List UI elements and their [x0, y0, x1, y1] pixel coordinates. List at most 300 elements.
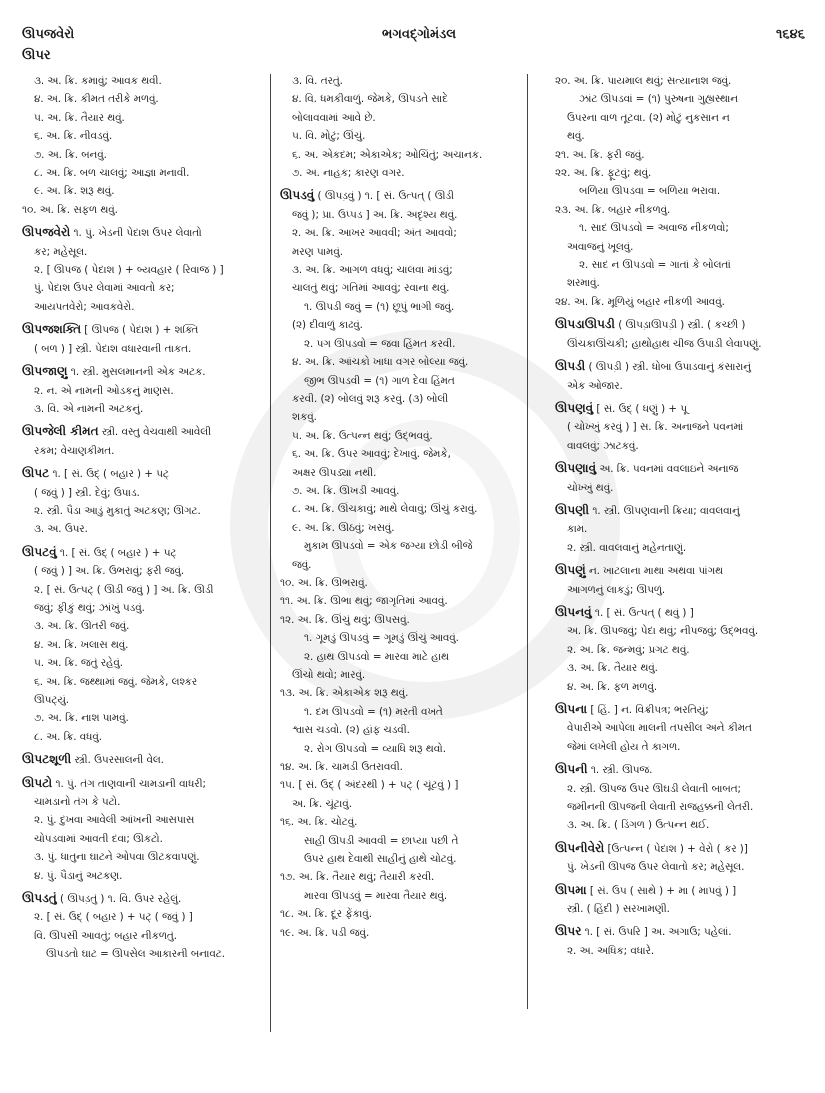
definition-text: ૧. પું. ખેડની પેદાશ ઉપર લેવાતો	[70, 227, 202, 240]
definition-line	[280, 795, 528, 813]
definition-line	[280, 629, 528, 647]
dictionary-entry	[22, 750, 270, 769]
definition-line	[280, 109, 528, 127]
definition-line	[555, 798, 807, 816]
definition-text: ચામડાનો તંગ કે પટો.	[34, 796, 121, 809]
definition-line	[555, 719, 807, 737]
definition-text: ૨. હાથ ઊપડવો = મારવા માટે હાથ	[304, 650, 449, 663]
definition-line	[280, 924, 528, 942]
definition-line	[280, 519, 528, 537]
headword: ઊપટ	[22, 466, 50, 481]
definition-text: ઉપર હાથ દેવાથી સાહીનું હાથે ચોટવું.	[304, 853, 457, 866]
definition-text: કર; મહેસૂલ.	[34, 245, 88, 258]
column-3	[555, 72, 807, 960]
definition-line	[280, 482, 528, 500]
definition-text: કરવી. (૨) બોલવું શરૂ કરવું. (૩) બોલી	[292, 392, 449, 405]
definition-text: બોલાવવામાં આવે છે.	[292, 111, 376, 124]
definition-line	[22, 201, 270, 219]
definition-text: ૪. અ. ક્રિ. ખલાસ થવું.	[34, 638, 129, 651]
definition-line	[555, 274, 807, 292]
definition-line	[22, 164, 270, 182]
definition-text: ૬. અ. એકદમ; એકાએક; ઓચિંતું; અચાનક.	[292, 148, 483, 161]
definition-text: અવાજનું ખૂલવું.	[567, 240, 634, 253]
definition-line	[555, 72, 807, 90]
definition-line	[22, 127, 270, 145]
definition-text: ૭. અ. ક્રિ. ઊખડી આવવું.	[292, 484, 400, 497]
definition-text: ૧૦. અ. ક્રિ. સફળ થવું.	[22, 203, 118, 216]
definition-line	[280, 164, 528, 182]
headword: ઊપડી	[555, 359, 586, 374]
definition-text: ૨. અ. અધિક; વધારે.	[567, 944, 655, 957]
definition-line	[22, 90, 270, 108]
definition-text: ન. ખાટલાના માથા અથવા પાંગથ	[585, 565, 723, 578]
headword: ઊપજશક્તિ	[22, 322, 82, 337]
definition-text: ઊપટ્યું.	[34, 694, 70, 706]
definition-line	[22, 945, 270, 963]
definition-line	[555, 238, 807, 256]
definition-line	[22, 340, 270, 358]
dictionary-entry	[555, 315, 807, 334]
definition-line	[555, 335, 807, 353]
definition-line	[280, 243, 528, 261]
definition-text: ( જવું ) ] અ. ક્રિ. ઉભરાવું; ફરી જવું.	[34, 565, 185, 578]
definition-text: ૩. અ. ઉપર.	[34, 523, 88, 536]
definition-text: ૨૧. અ. ક્રિ. ફરી જવું.	[555, 148, 645, 161]
definition-text: જવું ); પ્રા. ઉપ્પડ ] અ. ક્રિ. અદૃશ્ય થવું.	[292, 208, 458, 221]
definition-text: ૬. અ. ક્રિ. ઉપર આવવું; દેખાવું. જેમકે,	[292, 448, 451, 461]
definition-line	[280, 279, 528, 297]
definition-text: ૨. પગ ઊપડવો = જવા હિંમત કરવી.	[304, 337, 456, 350]
definition-line	[22, 109, 270, 127]
headword: ઊપણી	[555, 502, 590, 517]
definition-text: ચાલતું થવું; ગતિમાં આવવું; રવાના થવું.	[292, 282, 450, 295]
definition-text: ૧૦. અ. ક્રિ. ઊભરાવું.	[280, 576, 368, 589]
definition-text: શ્વાસ ચડવો. (૨) હાંફ ચડવી.	[292, 724, 410, 737]
definition-text: ૬. અ. ક્રિ. જથ્થામાં જવું. જેમકે, લશ્કર	[34, 675, 198, 688]
definition-text: ૯. અ. ક્રિ. શરૂ થવું.	[34, 185, 115, 198]
definition-text: ૧. સ્ત્રી. ઊપજ.	[587, 764, 653, 777]
definition-text: ૨. અ. ક્રિ. આખર આવવી; અંત આવવો;	[292, 227, 457, 240]
definition-text: [ હિં. ] ન. વિક્રીપત્ર; ભરતિયું;	[587, 704, 709, 716]
column-2	[280, 72, 528, 942]
dictionary-entry	[555, 501, 807, 520]
definition-line	[555, 90, 807, 108]
definition-line	[22, 673, 270, 691]
definition-line	[555, 127, 807, 145]
definition-text: ( જવું ) ] સ્ત્રી. દેવું; ઉપાડ.	[34, 486, 140, 499]
definition-line	[22, 562, 270, 580]
left-guide-word: ઊપજવેરો	[22, 27, 75, 42]
definition-line	[22, 691, 270, 709]
column-divider	[527, 74, 528, 1009]
definition-line	[22, 146, 270, 164]
definition-text: [ સં. ઉદ્ ( ધણું ) + પૂ	[593, 402, 687, 415]
definition-line	[555, 182, 807, 200]
definition-line	[280, 224, 528, 242]
headword: ઊપણું	[555, 563, 586, 578]
definition-text: ૩. વિ. એ નામની અટકનું.	[34, 402, 144, 415]
definition-text: ૨૪. અ. ક્રિ. મૂળિયું બહાર નીકળી આવવું.	[555, 295, 725, 308]
dictionary-entry	[555, 700, 807, 719]
definition-line	[555, 539, 807, 557]
definition-text: ઊંચો થવો; મારવું.	[292, 669, 366, 681]
definition-text: ૧. પું. તંગ તાણવાની ચામડાની વાધરી;	[52, 777, 207, 790]
definition-text: [ ઊપજ ( પેદાશ ) + શક્તિ	[81, 324, 199, 337]
definition-text: ૪. વિ. ધમકીવાળું. જેમકે, ઊપડતે સાદે	[292, 93, 448, 106]
dictionary-entry	[555, 881, 807, 900]
definition-text: ૧. ગૂમડું ઊપડવું = ગૂમડું ઊંચું આવવું.	[304, 632, 459, 645]
dictionary-entry	[555, 839, 807, 858]
definition-line	[280, 592, 528, 610]
definition-line	[280, 740, 528, 758]
definition-text: ૨. [ સં. ઉત્પટ્ ( ઊડી જવું ) ] અ. ક્રિ. ઊડી	[34, 583, 214, 596]
definition-text: જમીનની ઊપજની લેવાતી રાજહક્કની લેતરી.	[567, 801, 754, 814]
definition-text: ૨. ન. એ નામની ઓડકનું માણસ.	[34, 384, 174, 397]
definition-text: [ સં. ઉપ ( સાથે ) + મા ( માપવું ) ]	[586, 884, 737, 897]
definition-text: ૨૩. અ. ક્રિ. બહાર નીકળવું.	[555, 203, 671, 216]
definition-line	[280, 261, 528, 279]
definition-text: અ. ક્રિ. ચૂંટાવું.	[292, 797, 352, 810]
definition-text: સ્ત્રી. ( હિંદી ) સરખામણી.	[567, 903, 670, 916]
definition-line	[555, 780, 807, 798]
definition-line	[22, 279, 270, 297]
definition-text: ૩. પું. ધાતુના ઘાટને ઓપવા ઊટકવાપણું.	[34, 851, 200, 864]
headword: ઊપટવું	[22, 544, 57, 559]
definition-text: ( ચોખ્ખું કરવું ) ] સ. ક્રિ. અનાજને પવનમાં	[567, 421, 744, 434]
definition-line	[22, 581, 270, 599]
definition-line	[555, 164, 807, 182]
definition-text: ૯. અ. ક્રિ. ઊઠવું; ખસવું.	[292, 521, 395, 534]
definition-line	[22, 599, 270, 617]
definition-line	[555, 520, 807, 538]
definition-line	[280, 464, 528, 482]
book-title: ભગવદ્ગોમંડલ	[382, 27, 457, 42]
definition-text: ચોપડવામાં આવતી દવા; ઊકટો.	[34, 832, 163, 845]
definition-line	[22, 617, 270, 635]
definition-text: ૧૯. અ. ક્રિ. પડી જવું.	[280, 926, 370, 939]
definition-text: [ઉત્પન્ન ( પેદાશ ) + વેરો ( કર )]	[604, 842, 748, 855]
definition-line	[22, 636, 270, 654]
definition-line	[280, 353, 528, 371]
definition-line	[280, 90, 528, 108]
definition-line	[280, 72, 528, 90]
definition-text: મરણ પામવું.	[292, 245, 344, 258]
definition-text: ૫. અ. ક્રિ. તૈયાર થવું.	[34, 111, 125, 124]
definition-line	[280, 127, 528, 145]
headword: ઊપના	[555, 702, 588, 716]
definition-text: ૨. અ. ક્રિ. જન્મવું; પ્રગટ થવું.	[567, 643, 690, 656]
definition-line	[280, 813, 528, 831]
definition-text: ૧. [ સં. ઉપરિ ] અ. અગાઉ; પહેલાં.	[581, 926, 732, 939]
definition-line	[280, 666, 528, 684]
definition-line	[280, 390, 528, 408]
definition-line	[280, 146, 528, 164]
definition-line	[22, 728, 270, 746]
definition-text: ૧૫. [ સં. ઉદ્ ( અંદરથી ) + પટ્ ( ચૂંટવું ) ]	[280, 779, 459, 792]
definition-line	[555, 109, 807, 127]
dictionary-entry	[280, 186, 528, 205]
definition-line	[280, 556, 528, 574]
definition-text: ૨. સ્ત્રી. વાવલવાનું મહેનતાણું.	[567, 541, 687, 554]
definition-line	[280, 832, 528, 850]
definition-line	[280, 445, 528, 463]
definition-text: ૪. અ. ક્રિ. ફળ મળવું.	[567, 680, 658, 693]
definition-line	[280, 316, 528, 334]
definition-text: ૫. અ. ક્રિ. જતું રહેવું.	[34, 657, 124, 670]
definition-text: બળિયા ઊપડવા = બળિયા ભરાવા.	[579, 185, 721, 198]
definition-line	[555, 816, 807, 834]
definition-text: ૭. અ. ક્રિ. નાશ પામવું.	[34, 712, 129, 725]
definition-text: ૩. અ. ક્રિ. ઊતરી જવું.	[34, 620, 130, 633]
headword: ઊપમા	[555, 882, 587, 897]
headword: ઊપજેલી કીમત	[22, 424, 99, 439]
definition-text: સાહી ઊપડી આવવી = છાપ્યા પછી તે	[304, 834, 459, 847]
definition-text: આયપતવેરો; આવકવેરો.	[34, 300, 135, 313]
headword: ઊપની	[555, 762, 588, 777]
dictionary-entry	[555, 603, 807, 622]
definition-text: આગળનું લાકડું; ઊપળું.	[567, 583, 666, 596]
headword: ઊપર	[555, 924, 582, 939]
definition-line	[22, 484, 270, 502]
definition-line	[555, 256, 807, 274]
definition-line	[555, 738, 807, 756]
definition-line	[22, 867, 270, 885]
headword: ઊપણવું	[555, 400, 594, 415]
definition-text: ૧૧. અ. ક્રિ. ઊભા થવું; જાગૃતિમાં આવવું.	[280, 595, 448, 608]
definition-line	[280, 758, 528, 776]
definition-line	[22, 400, 270, 418]
definition-text: ૧. [ સં. ઉદ્ ( બહાર ) + પટ્	[56, 546, 177, 559]
definition-text: ૫. અ. ક્રિ. ઉત્પન્ન થવું; ઉદ્ભવવું.	[292, 429, 433, 442]
definition-text: જીભ ઊપડવી = (૧) ગાળ દેવા હિંમત	[304, 374, 455, 387]
definition-text: ૫. વિ. મોટું; ઊંચું.	[292, 130, 366, 143]
definition-text: ૨૦. અ. ક્રિ. પાયમાલ થવું; સત્યાનાશ જવું.	[555, 75, 732, 87]
page-header	[22, 27, 805, 45]
dictionary-entry	[555, 760, 807, 779]
dictionary-entry	[22, 422, 270, 441]
definition-line	[22, 848, 270, 866]
dictionary-entry	[555, 561, 807, 580]
column-1	[22, 72, 270, 964]
definition-text: ૪. પું. પૈડાનું અટકણ.	[34, 869, 123, 882]
definition-line	[22, 830, 270, 848]
definition-text: સ્ત્રી. વસ્તુ વેચવાથી આવેલી	[98, 426, 212, 439]
definition-text: ( ઊપડ઼વું ) ૧. [ સં. ઉત્પત્ ( ઊડી	[314, 190, 454, 203]
dictionary-entry	[22, 774, 270, 793]
definition-line	[22, 182, 270, 200]
definition-line	[555, 581, 807, 599]
definition-line	[280, 887, 528, 905]
definition-text: ૩. અ. ક્રિ. ( ડિંગળ ) ઉત્પન્ન થઈ.	[567, 819, 710, 832]
definition-text: ( ઊપડ઼ાઊપડ઼ી ) સ્ત્રી. ( કચ્છી )	[614, 319, 746, 332]
definition-line	[555, 641, 807, 659]
definition-text: ૨. સ્ત્રી. પૈડા આડું મુકાતું અટકણ; ઊગટ.	[34, 504, 201, 517]
definition-line	[22, 811, 270, 829]
definition-text: ( ઊપડ઼ી ) સ્ત્રી. ધોબા ઉપાડવાનું કંસારાનું	[585, 361, 751, 374]
definition-text: ૧. સ્ત્રી. મુસલમાનની એક અટક.	[67, 366, 206, 379]
definition-text: ઉપરના વાળ તૂટવા. (૨) મોટું નુકસાન ન	[567, 111, 730, 124]
headword: ઊપટો	[22, 775, 53, 790]
definition-text: ૮. અ. ક્રિ. ઊંચકાવું; માથે લેવાવું; ઊંચું કરાવું.	[292, 503, 478, 516]
dictionary-entry	[555, 459, 807, 478]
definition-text: (૨) દીવાળું કાઢવું.	[292, 319, 363, 332]
definition-line	[280, 537, 528, 555]
definition-text: પું. પેદાશ ઉપર લેવામાં આવતો કર;	[34, 282, 175, 295]
definition-text: ૮. અ. ક્રિ. બળ ચાલવું; આજ્ઞા મનાવી.	[34, 167, 190, 180]
dictionary-entry	[22, 362, 270, 381]
definition-text: ૩. અ. ક્રિ. કમાવું; આવક થવી.	[34, 75, 162, 87]
headword: ઊપટશૂળી	[22, 752, 72, 767]
definition-text: ૧૮. અ. ક્રિ. દૂર ફેંકાવું.	[280, 908, 372, 921]
definition-line	[555, 942, 807, 960]
definition-line	[280, 574, 528, 592]
definition-line	[555, 900, 807, 918]
column-divider	[270, 74, 271, 1032]
definition-text: અ. ક્રિ. ઊપજવું; પેદા થવું; નીપજવું; ઉદ્ભવવું.	[567, 625, 759, 638]
definition-line	[22, 243, 270, 261]
definition-text: ( બળ ) ] સ્ત્રી. પેદાશ વધારવાની તાકત.	[34, 342, 192, 355]
headword: ઊપડાઊપડી	[555, 317, 615, 332]
definition-text: વેપારીએ આપેલા માલની તપસીલ અને કીમત	[567, 722, 752, 735]
definition-line	[280, 684, 528, 702]
definition-text: ૮. અ. ક્રિ. વધવું.	[34, 730, 103, 743]
definition-line	[22, 793, 270, 811]
dictionary-entry	[555, 922, 807, 941]
definition-line	[280, 206, 528, 224]
definition-line	[22, 382, 270, 400]
definition-line	[280, 648, 528, 666]
definition-line	[22, 520, 270, 538]
definition-text: જેમાં લખેલી હોય તે કાગળ.	[567, 740, 681, 753]
definition-line	[555, 437, 807, 455]
definition-text: વાવલવું; ઝાટકવું.	[567, 439, 639, 452]
definition-text: ૧. દમ ઊપડવો = (૧) મરતી વખતે	[304, 705, 443, 718]
definition-text: ૧. [ સં. ઉત્પત્ ( થવું ) ]	[591, 606, 694, 619]
dictionary-entry	[22, 320, 270, 339]
page-number: ૧૬૪૬	[776, 27, 805, 42]
definition-text: અક્ષર ઊપડ્યા નથી.	[292, 466, 377, 479]
definition-text: રકમ; વેચાણકીમત.	[34, 444, 115, 457]
definition-line	[555, 201, 807, 219]
definition-text: ૩. અ. ક્રિ. તૈયાર થવું.	[567, 662, 658, 675]
definition-line	[280, 850, 528, 868]
definition-text: ( ઊપડ઼તું ) ૧. વિ. ઉપર રહેલું.	[56, 893, 182, 906]
definition-line	[280, 298, 528, 316]
definition-text: ૧૬. અ. ક્રિ. ચોટવું.	[280, 816, 358, 829]
definition-text: ૧. [ સં. ઉદ્ ( બહાર ) + પટ્	[49, 468, 169, 481]
definition-line	[22, 709, 270, 727]
definition-text: ૪. અ. ક્રિ. આંચકો ખાધા વગર બોલ્યા જવું.	[292, 356, 469, 369]
definition-line	[555, 219, 807, 237]
dictionary-entry	[22, 223, 270, 242]
definition-text: ૨. [ સં. ઉદ્ ( બહાર ) + પટ્ ( જવું ) ]	[34, 911, 193, 924]
definition-line	[22, 927, 270, 945]
definition-text: ૨. [ ઊપજ ( પેદાશ ) + બ્યવહાર ( રિવાજ ) ]	[34, 264, 224, 277]
definition-line	[280, 500, 528, 518]
dictionary-entry	[555, 399, 807, 418]
definition-text: જવું; ફીકું થવું; ઝાંખું પડવું.	[34, 601, 145, 614]
definition-text: ૧૩. અ. ક્રિ. એકાએક શરૂ થવું.	[280, 687, 409, 700]
definition-text: સ્ત્રી. ઉપરસાલની વેલ.	[71, 754, 164, 767]
headword: ઊપનીવેરો	[555, 840, 605, 855]
definition-text: ૧૭. અ. ક્રિ. તૈયાર થવું; તૈયારી કરવી.	[280, 871, 435, 884]
headword: ઊપજવેરો	[22, 225, 71, 240]
definition-text: વિ. ઊપસી આવતું; બહાર નીકળતું.	[34, 929, 177, 942]
definition-text: એક ઓજાર.	[567, 379, 623, 392]
definition-text: અ. ક્રિ. પવનમાં વવલાઇને અનાજ	[596, 463, 739, 476]
definition-line	[22, 298, 270, 316]
definition-line	[22, 442, 270, 460]
definition-line	[280, 335, 528, 353]
definition-line	[555, 659, 807, 677]
definition-line	[555, 479, 807, 497]
definition-line	[555, 293, 807, 311]
definition-text: ૨. રોગ ઊપડવો = વ્યાધિ શરૂ થવો.	[304, 742, 446, 755]
definition-line	[280, 703, 528, 721]
definition-text: ૭. અ. ક્રિ. બનવું.	[34, 148, 107, 161]
definition-text: જવું.	[292, 558, 312, 571]
definition-line	[280, 427, 528, 445]
dictionary-entry	[555, 357, 807, 376]
definition-text: પું. ખેડની ઊપજ ઉપર લેવાતો કર; મહેસૂલ.	[567, 861, 745, 874]
definition-line	[555, 622, 807, 640]
definition-text: ૨. સ્ત્રી. ઊપજ ઉપર ઊઘડી લેવાતી બાબત;	[567, 782, 741, 795]
definition-line	[22, 72, 270, 90]
definition-text: ૧. સાદ ઊપડવો = અવાજ નીકળવો;	[579, 222, 729, 235]
headword: ઊપજાણુ	[22, 364, 68, 379]
definition-text: ૧. સ્ત્રી. ઊપણવાની ક્રિયા; વાવલવાનું	[589, 504, 740, 517]
definition-text: ૧. ઊપડી જવું = (૧) છૂપું ભાગી જવું.	[304, 300, 455, 313]
dictionary-entry	[22, 464, 270, 483]
definition-text: ૪. અ. ક્રિ. કીમત તરીકે મળવું.	[34, 93, 159, 106]
definition-line	[22, 261, 270, 279]
definition-line	[555, 678, 807, 696]
definition-line	[22, 908, 270, 926]
headword: ઊપડતું	[22, 891, 57, 906]
definition-line	[22, 502, 270, 520]
definition-line	[280, 868, 528, 886]
definition-line	[555, 377, 807, 395]
definition-text: શરમાવું.	[567, 277, 600, 290]
definition-text: થવું.	[567, 130, 585, 143]
dictionary-entry	[22, 543, 270, 562]
dictionary-entry	[22, 889, 270, 908]
definition-line	[280, 721, 528, 739]
definition-text: ૨. પું. દુખવા આવેલી આંખની આસપાસ	[34, 814, 195, 827]
definition-text: ૩. અ. ક્રિ. આગળ વધવું; ચાલવા માંડવું;	[292, 264, 453, 277]
headword: ઊપણાવું	[555, 461, 597, 476]
definition-text: કામ.	[567, 523, 588, 536]
headword: ઊપડવું	[280, 188, 315, 203]
definition-text: ઊપડતો ઘાટ = ઊપસેલ આકારની બનાવટ.	[46, 948, 226, 961]
definition-text: ઊંચકાઊંચકી; હાથોહાથ ચીજ ઉપાડી લેવાપણું.	[567, 337, 762, 350]
definition-text: મુકામ ઊપડવો = એક જગ્યા છોડી બીજે	[304, 540, 473, 553]
definition-line	[280, 776, 528, 794]
definition-line	[280, 611, 528, 629]
definition-line	[280, 372, 528, 390]
definition-text: ઝાંટ ઊપડવાં = (૧) પુરુષના ગુહ્યસ્થાન	[579, 93, 738, 106]
definition-line	[22, 654, 270, 672]
definition-text: ૧૪. અ. ક્રિ. ચામડી ઉતરાવવી.	[280, 761, 403, 774]
definition-text: ૨. સાદ ન ઊપડવો = ગાતાં કે બોલતાં	[579, 259, 731, 272]
definition-line	[280, 408, 528, 426]
right-guide-word: ઊપર	[22, 48, 51, 63]
definition-text: ચોખ્ખું થવું.	[567, 481, 614, 494]
definition-text: મારવા ઊપડવું = મારવા તૈયાર થવું.	[304, 889, 448, 902]
definition-line	[555, 418, 807, 436]
definition-text: ૬. અ. ક્રિ. નીવડવું.	[34, 130, 113, 143]
definition-text: ૨૨. અ. ક્રિ. ફૂટવું; થવું.	[555, 167, 652, 180]
